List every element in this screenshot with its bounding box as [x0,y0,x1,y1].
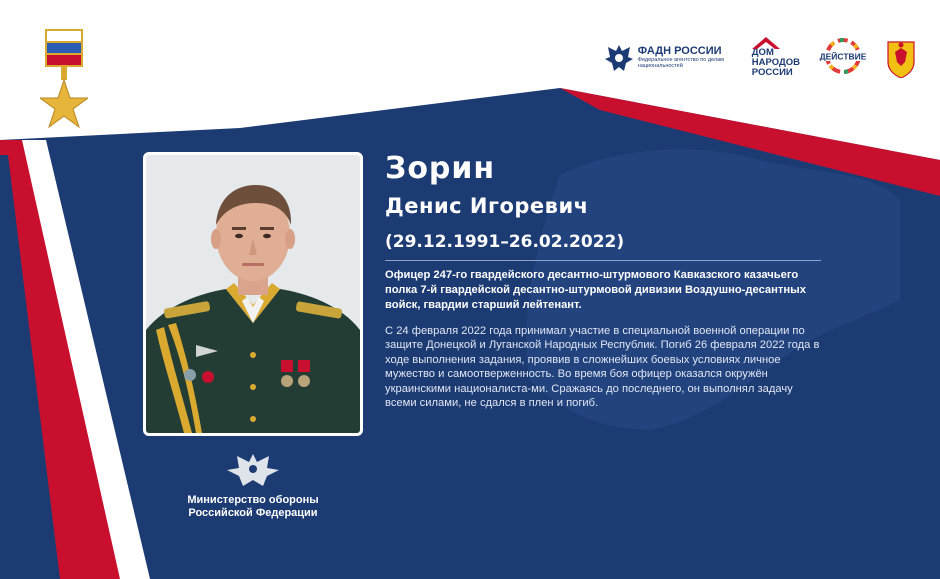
divider [385,260,821,261]
brand-title-line2: ГЕРОЕВ [106,72,231,105]
hero-rank: Офицер 247-го гвардейского десантно-штурмового Кавказского казачьего полка 7-й гвардейской десантно-штурмовой дивизии Воздушно-десантных войск, гвардии старший лейтенант. [385,269,806,311]
partner-logos [604,34,916,82]
fadn-name: ФАДН РОССИИ [637,45,722,58]
deystvie-text: ДЕЙСТВИЕ [819,51,867,62]
dom-narodov-logo [752,39,800,78]
fadn-subtitle: Федеральное агентство по делам национальностей [637,57,724,69]
hero-star-medal-icon [40,28,88,128]
ministry-line2: Российской Федерации [188,507,318,519]
deystvie-logo [818,36,868,80]
hero-portrait [143,152,363,436]
ministry-of-defence-emblem-icon [223,450,283,492]
house-roof-icon [752,37,780,49]
hero-surname: Зорин [385,151,496,186]
fadn-logo [604,41,734,75]
hashtags: #ZаРоссию #ZнатьКаждому [106,111,247,122]
brand-title-line1: ПРО [106,38,176,71]
dom-line1: ДОМ [751,46,774,58]
coat-of-arms-icon [886,38,916,78]
hero-dates: (29.12.1991–26.02.2022) [385,232,625,252]
double-headed-eagle-icon [604,41,634,75]
deystvie-emblem-icon [818,36,868,80]
portrait-image [146,155,360,433]
dom-line2: НАРОДОВ [751,56,800,68]
dom-line3: РОССИИ [751,66,793,78]
ministry-name [150,494,356,520]
hero-biography: С 24 февраля 2022 года принимал участие в специальной военной операции по защите Донецкой и Луганской Народных Республик. Погиб 26 февраля 2022 года в ходе выполнения задания, проявив в сложнейших боевых условиях личное мужество и самоотверженность. Во время боя офицер оказался окружён украинскими националиста-ми. Сражаясь до последнего, он выполнял задачу всеми силами, не сдался в плен и погиб. [385,325,820,410]
ministry-line1: Министерство обороны [187,494,319,506]
hero-given-names: Денис Игоревич [385,194,589,218]
kirov-region-coat-of-arms [886,38,916,78]
